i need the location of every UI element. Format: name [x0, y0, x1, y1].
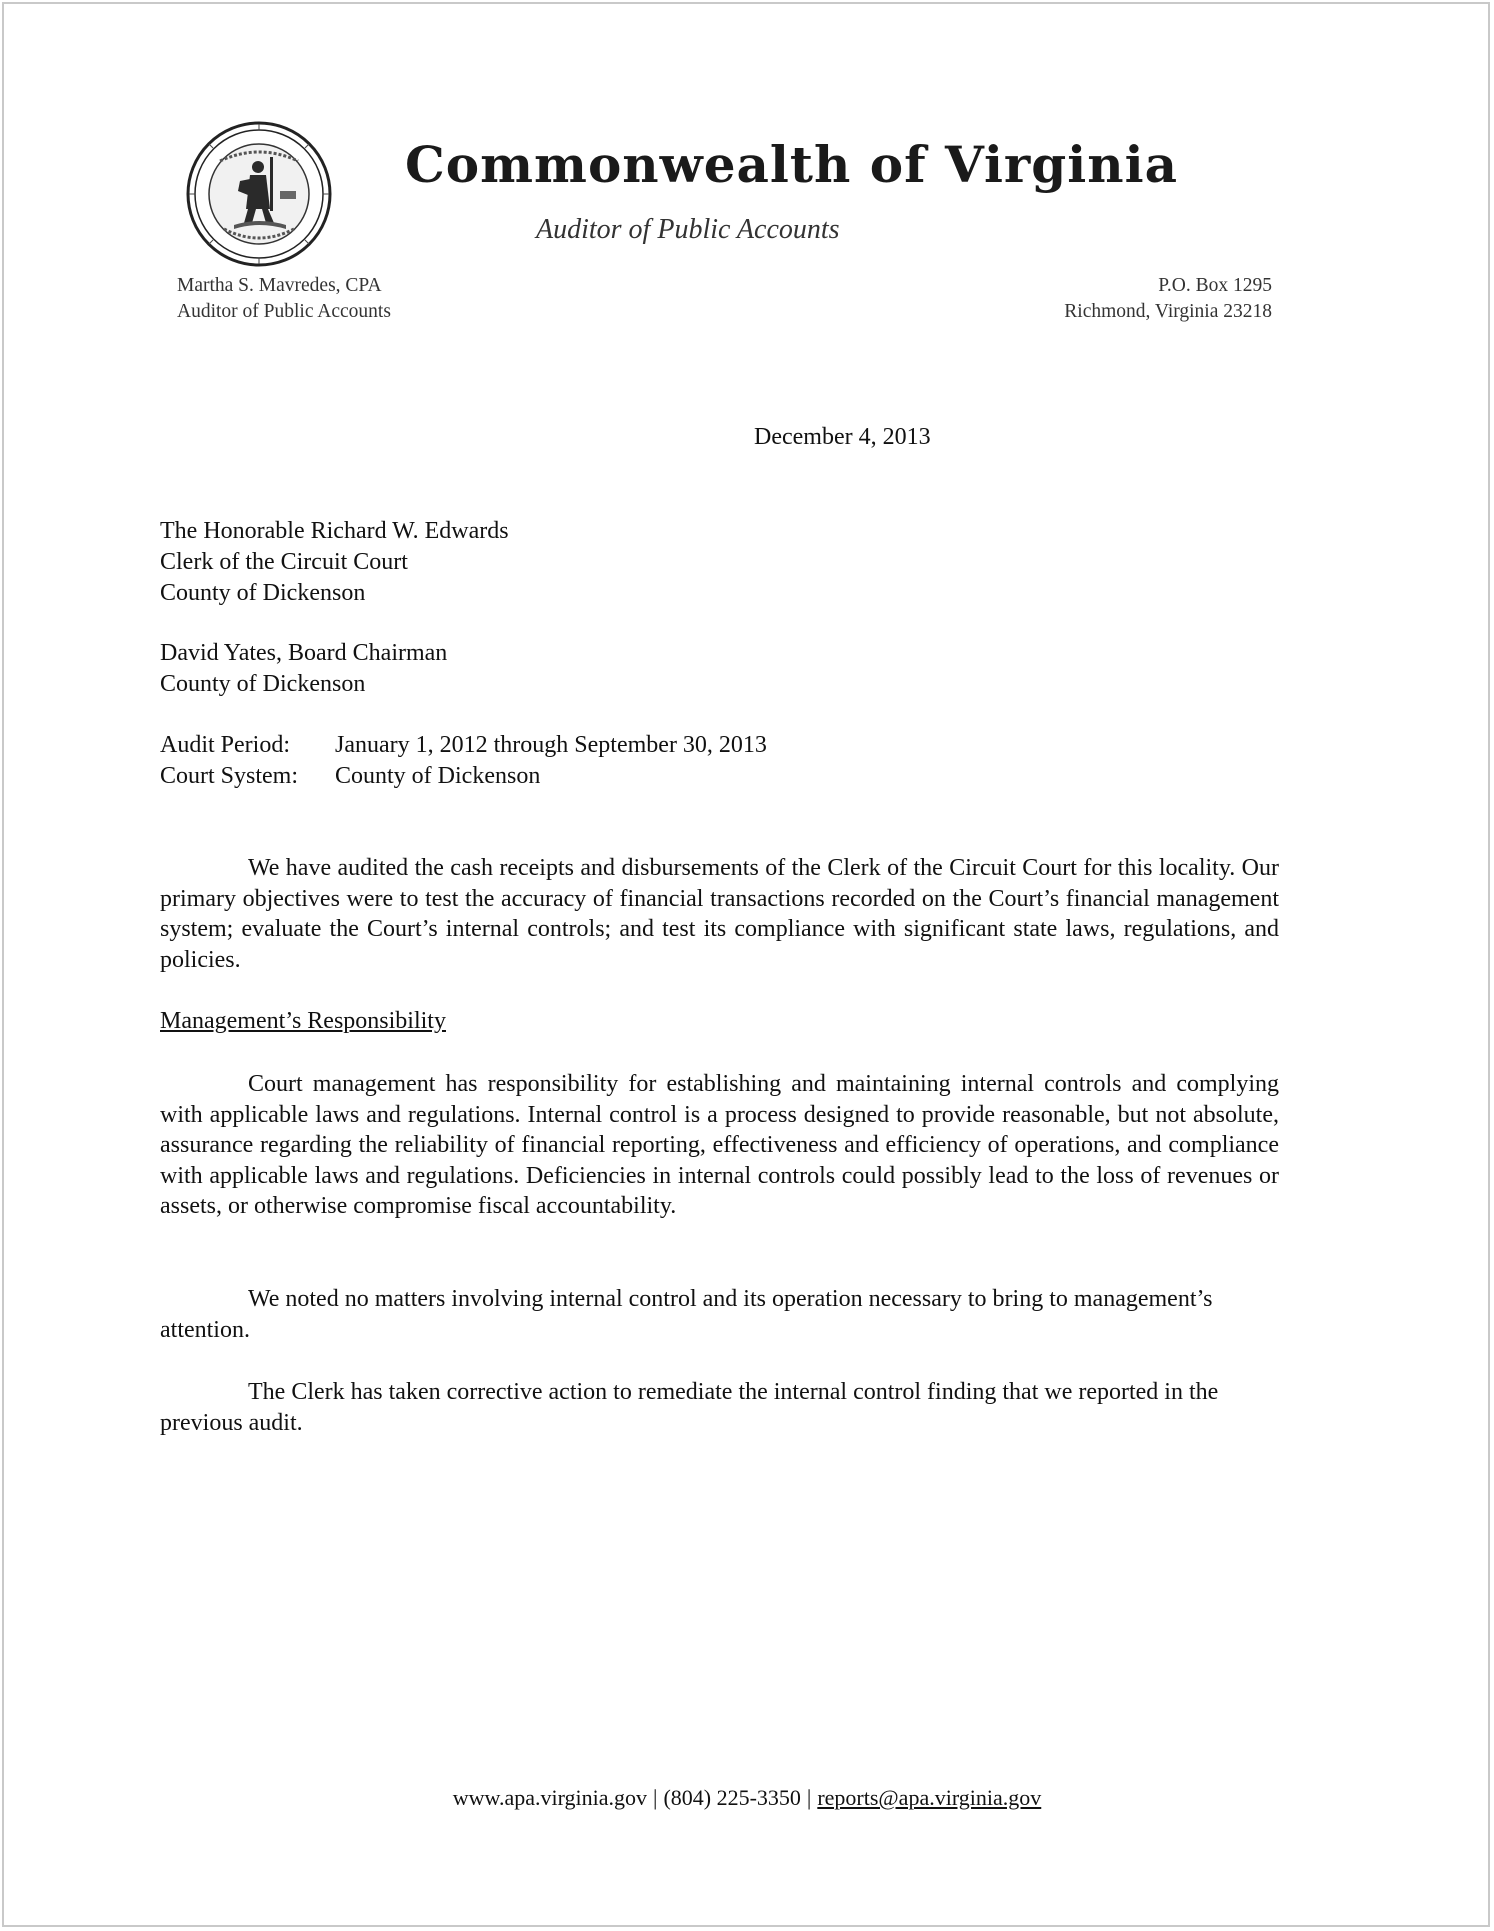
letterhead-title: Commonwealth of Virginia [405, 135, 1178, 194]
court-system-value: County of Dickenson [335, 763, 541, 789]
footer-separator: | [653, 1785, 658, 1810]
footer-phone: (804) 225-3350 [663, 1785, 801, 1810]
sender-address [1064, 273, 1272, 325]
body-paragraph-1 [160, 853, 1279, 975]
recipient-2-line-1: David Yates, Board Chairman [160, 640, 448, 666]
audit-period-value: January 1, 2012 through September 30, 2013 [335, 732, 767, 758]
body-paragraph-2 [160, 1069, 1279, 1222]
body-paragraph-2-text: Court management has responsibility for establishing and maintaining internal controls and complying with applicable laws and regulations. Internal control is a process designed to provide reasonable, but not absolute, assurance regarding the reliability of financial reporting, effectiveness and efficiency of operations, and compliance with applicable laws and regulations. Deficiencies in internal controls could possibly lead to the loss of revenues or assets, or otherwise compromise fiscal accountability. [160, 1071, 1279, 1219]
footer-email-link[interactable]: reports@apa.virginia.gov [817, 1785, 1042, 1810]
body-paragraph-3-text: We noted no matters involving internal control and its operation necessary to bring to management’s attention. [160, 1286, 1213, 1343]
letter-date: December 4, 2013 [754, 424, 931, 450]
recipient-2-line-2: County of Dickenson [160, 671, 366, 697]
section-heading: Management’s Responsibility [160, 1008, 446, 1034]
footer [0, 1785, 1494, 1811]
court-system-label: Court System: [160, 763, 299, 789]
recipient-block-2 [160, 638, 447, 700]
recipient-1-line-2: Clerk of the Circuit Court [160, 549, 408, 575]
sender-block [177, 273, 391, 325]
audit-info [160, 730, 767, 792]
body-paragraph-1-text: We have audited the cash receipts and disbursements of the Clerk of the Circuit Court for this locality. Our primary objectives were to test the accuracy of financial transactions recorded on the Court’s financial management system; evaluate the Court’s internal controls; and test its compliance with significant state laws, regulations, and policies. [160, 855, 1279, 973]
address-line-1: P.O. Box 1295 [1158, 275, 1272, 296]
court-system-row [160, 761, 767, 792]
footer-separator: | [806, 1785, 812, 1810]
virginia-seal-icon [186, 121, 332, 267]
address-line-2: Richmond, Virginia 23218 [1064, 301, 1272, 322]
body-paragraph-4 [160, 1377, 1279, 1438]
body-paragraph-4-text: The Clerk has taken corrective action to remediate the internal control finding that we reported in the previous audit. [160, 1379, 1219, 1436]
audit-period-row [160, 730, 767, 761]
sender-title: Auditor of Public Accounts [177, 301, 391, 322]
recipient-1-line-1: The Honorable Richard W. Edwards [160, 518, 509, 544]
recipient-1-line-3: County of Dickenson [160, 580, 366, 606]
recipient-block-1 [160, 516, 509, 609]
footer-website[interactable]: www.apa.virginia.gov [452, 1785, 648, 1810]
audit-period-label: Audit Period: [160, 732, 290, 758]
letterhead-subtitle: Auditor of Public Accounts [536, 214, 840, 245]
sender-name: Martha S. Mavredes, CPA [177, 275, 382, 296]
body-paragraph-3 [160, 1284, 1279, 1345]
